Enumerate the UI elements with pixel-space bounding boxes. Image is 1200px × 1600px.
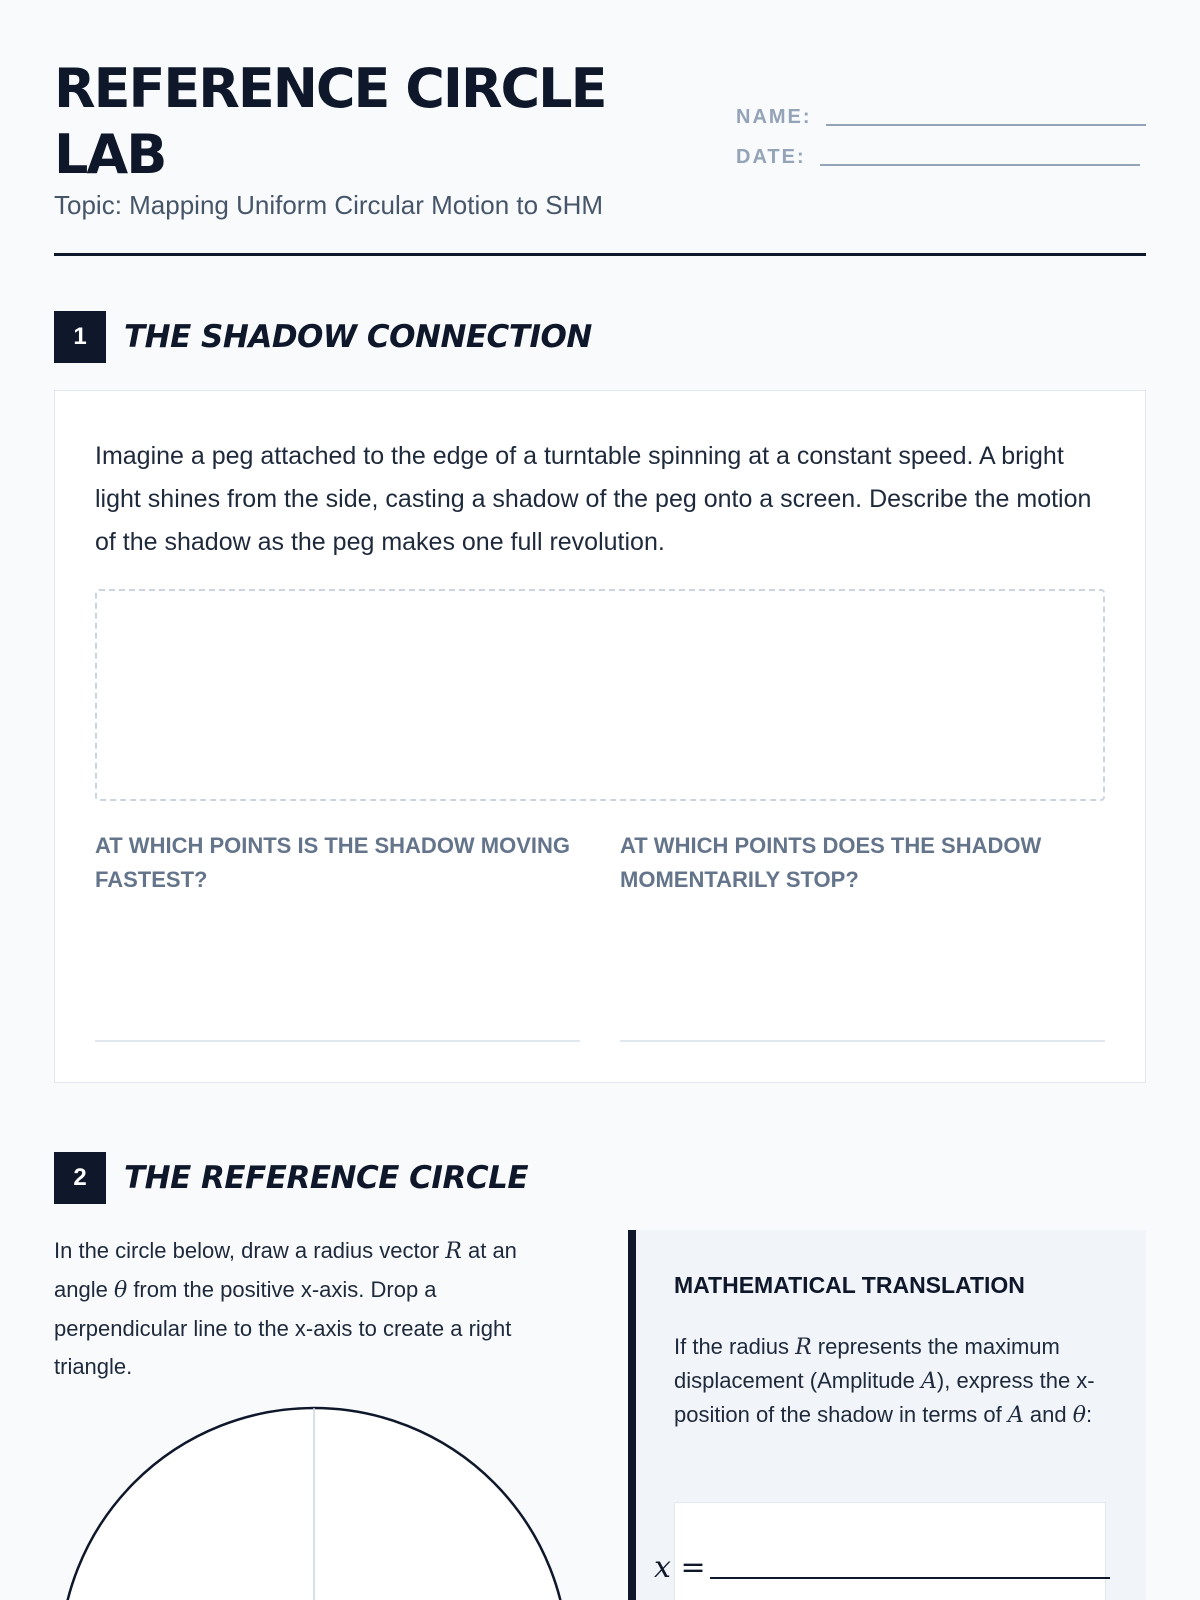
date-input-line[interactable] [820,164,1140,166]
panel-text-2: represents the maximum displacement (Amplitude [674,1334,1060,1393]
section-1-heading [54,311,592,363]
header-divider [54,253,1146,256]
panel-var-a: A [921,1369,937,1394]
instr-var-r: R [445,1239,462,1264]
section-1-title: THE SHADOW CONNECTION [124,319,592,355]
equation-line [654,1550,1110,1585]
section-2-title: THE REFERENCE CIRCLE [124,1160,529,1196]
answer-line-fastest[interactable] [95,1040,580,1042]
instr-text-3: from the positive x-axis. Drop a perpendicular line to the x-axis to create a right triangle. [54,1277,512,1379]
instr-text-1: In the circle below, draw a radius vector [54,1238,446,1263]
panel-text-5: : [1085,1402,1093,1427]
panel-text-4: and [1023,1402,1073,1427]
equation-lhs: x = [654,1550,706,1585]
shadow-prompt: Imagine a peg attached to the edge of a turntable spinning at a constant speed. A bright light shines from the side, casting a shadow of the peg onto a screen. Describe the motion of the shadow as the peg makes one full revolution. [95,442,1092,556]
panel-var-a2: A [1007,1403,1024,1428]
section-2-heading [54,1152,528,1204]
panel-var-theta: θ [1072,1403,1086,1428]
circle-instructions [54,1232,554,1386]
shadow-connection-card [54,390,1146,1083]
equation-blank[interactable] [710,1577,1110,1579]
shadow-answer-box[interactable] [95,589,1105,801]
panel-var-r: R [795,1335,812,1360]
name-input-line[interactable] [826,124,1146,126]
panel-text-3: ), express the x-position of the shadow in terms of [674,1368,1095,1427]
name-field [736,106,1146,129]
question-stop: AT WHICH POINTS DOES THE SHADOW MOMENTARILY STOP? [620,833,1042,892]
section-2-number: 2 [54,1152,106,1204]
answer-line-stop[interactable] [620,1040,1105,1042]
question-fastest: AT WHICH POINTS IS THE SHADOW MOVING FASTEST? [95,833,571,892]
math-translation-title: MATHEMATICAL TRANSLATION [674,1272,1025,1298]
panel-text-1: If the radius [674,1334,796,1359]
date-field [736,146,1140,169]
reference-circle-drawing-area[interactable] [54,1404,574,1600]
name-label: NAME: [736,106,812,128]
instr-text-2: at an angle [54,1238,517,1302]
page-subtitle: Topic: Mapping Uniform Circular Motion to SHM [54,190,604,220]
math-translation-panel [628,1230,1146,1600]
section-1-number: 1 [54,311,106,363]
date-label: DATE: [736,146,806,168]
math-translation-text [674,1330,1114,1432]
page-title: REFERENCE CIRCLE LAB [54,57,606,186]
instr-var-theta: θ [113,1278,128,1303]
